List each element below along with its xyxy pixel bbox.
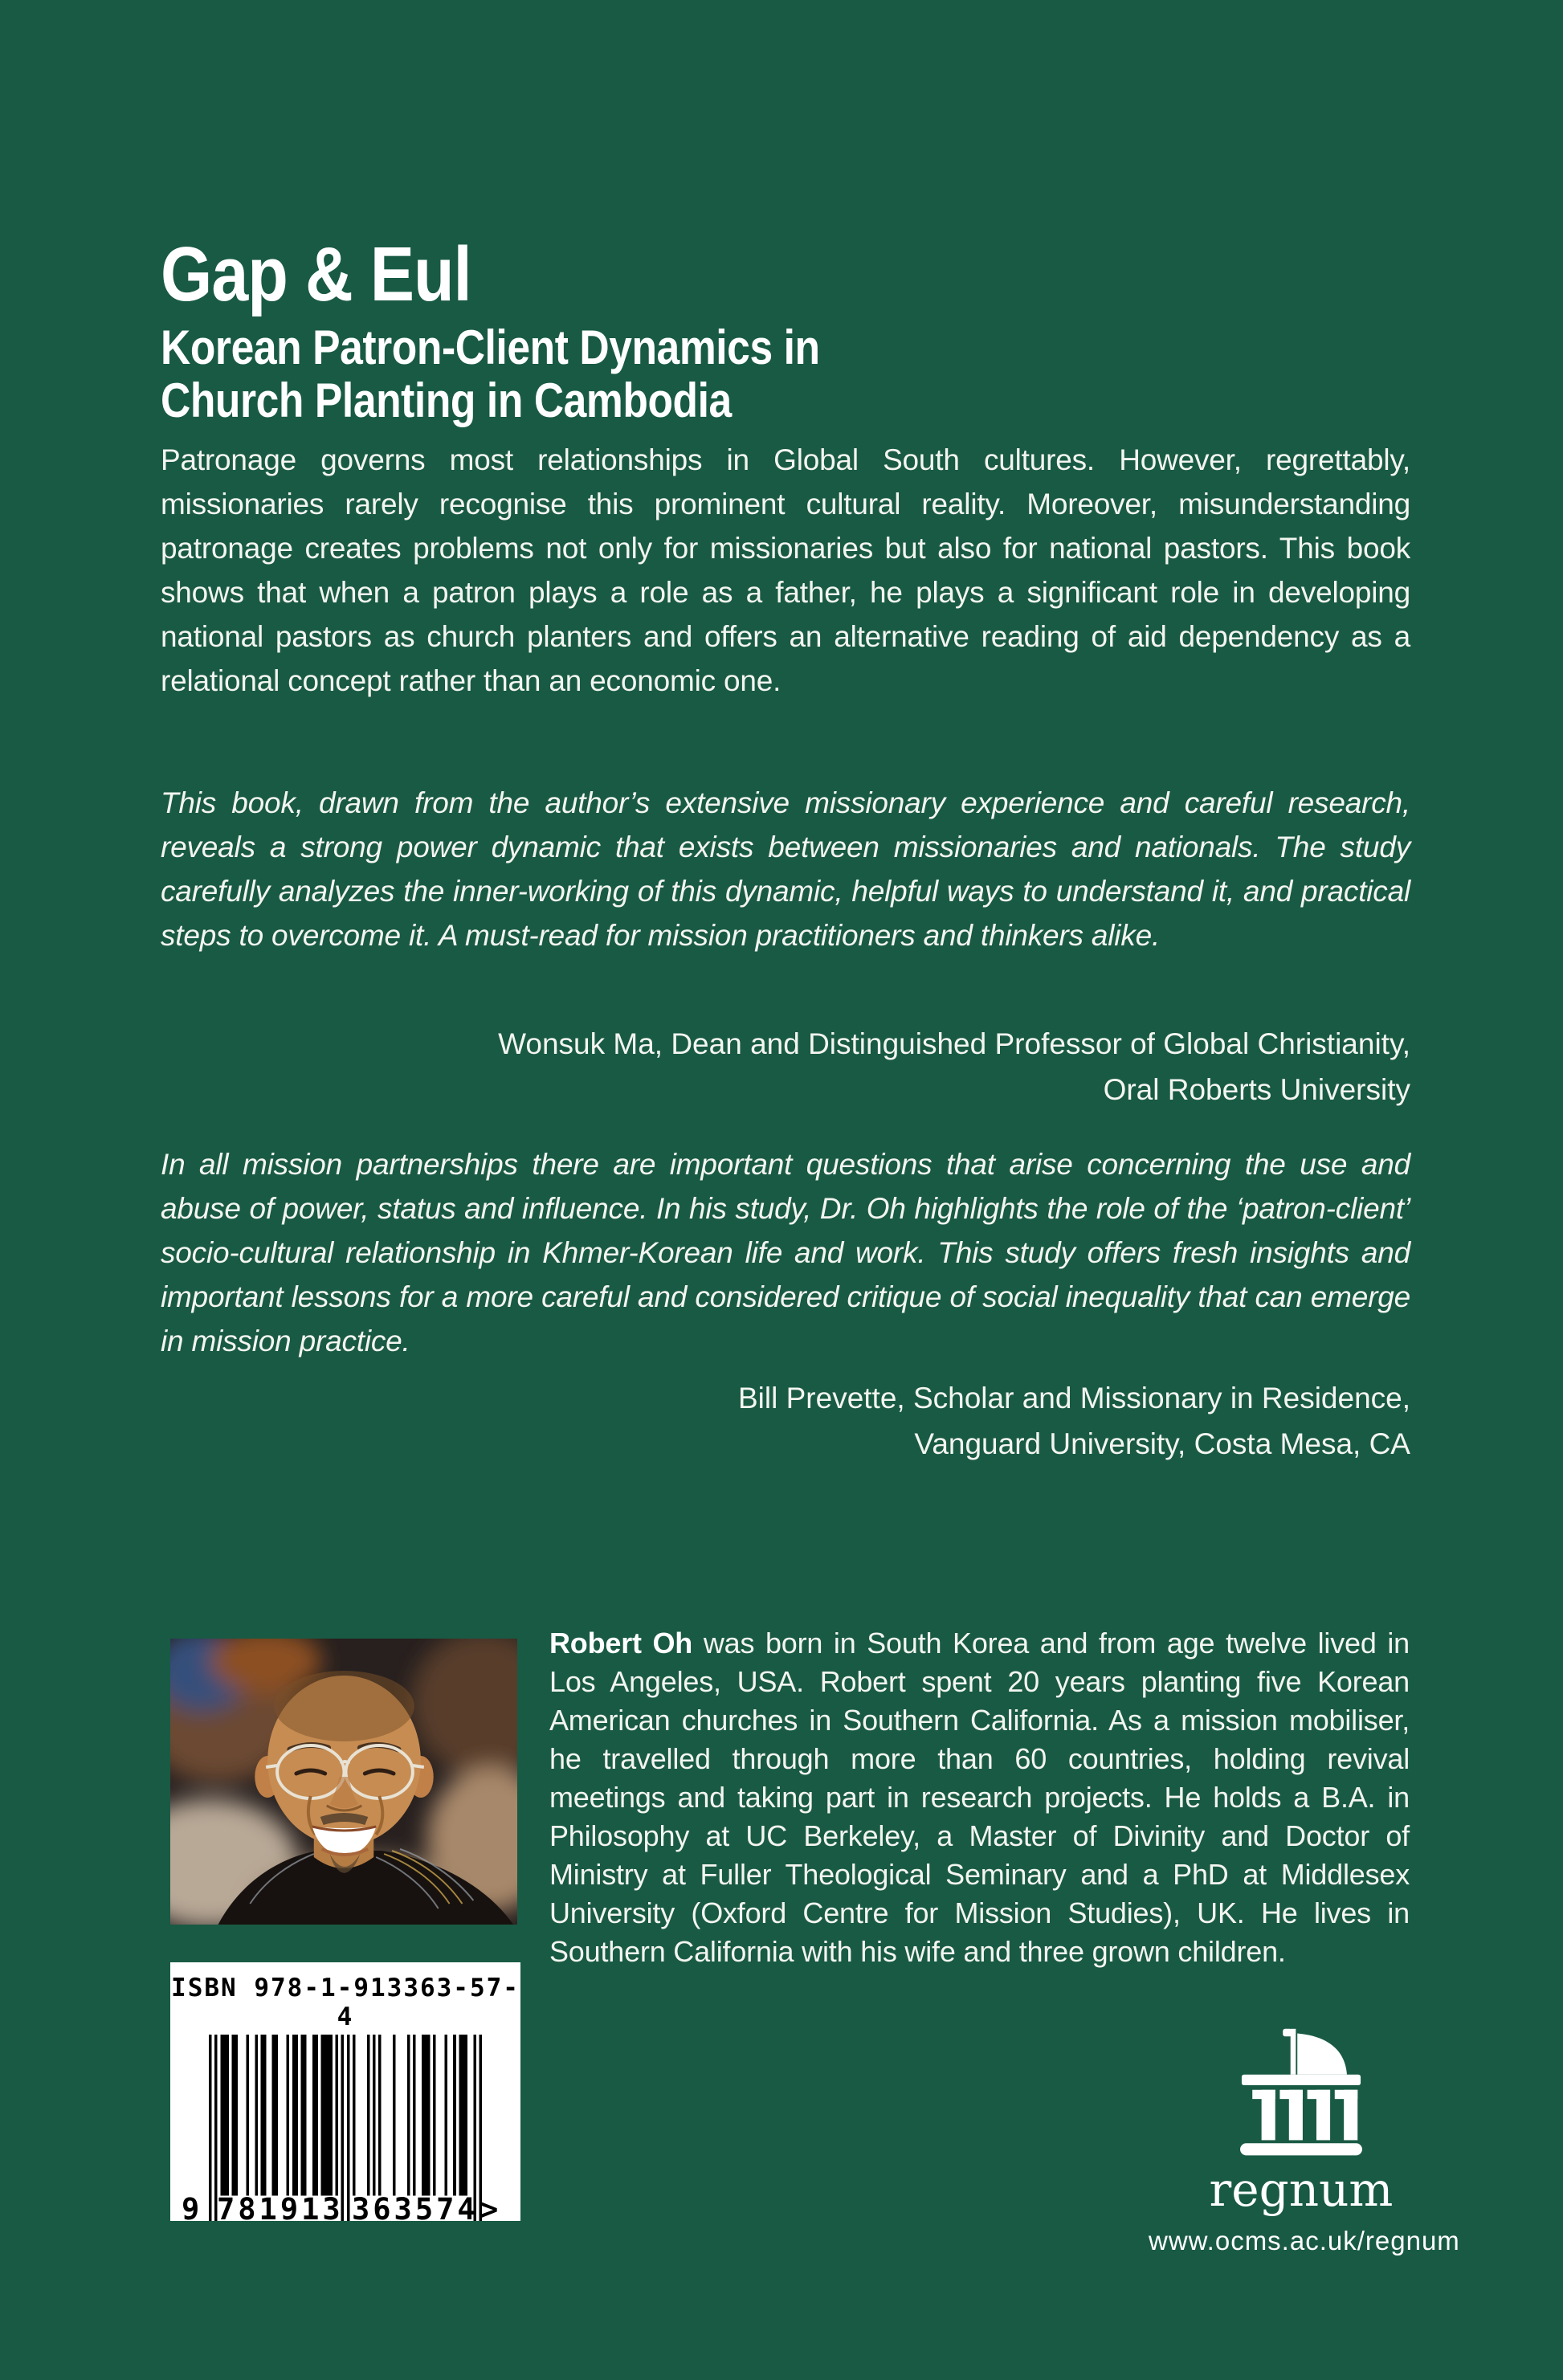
author-name: Robert Oh: [549, 1627, 693, 1659]
regnum-building-icon: [1225, 2026, 1377, 2162]
attribution-line: Bill Prevette, Scholar and Missionary in Residence,: [738, 1382, 1410, 1415]
author-bio: [549, 1624, 1410, 1971]
barcode-digit-group2: 363574: [352, 2192, 479, 2227]
endorsement-quote-2: In all mission partnerships there are important questions that arise concerning the use and abuse of power, status and influence. In his study, Dr. Oh highlights the role of the ‘patron-client’ socio-cultural relationship in Khmer-Korean life and work. This study offers fresh insights and important lessons for a more careful and considered critique of social inequality that can emerge in mission practice.: [161, 1148, 1410, 1357]
barcode-digits: [182, 2192, 499, 2227]
publisher-wordmark: regnum: [1209, 2162, 1394, 2217]
attribution-line: Vanguard University, Costa Mesa, CA: [914, 1427, 1410, 1460]
endorsement-attribution-2: [161, 1375, 1410, 1467]
barcode-digit-group1: 781913: [217, 2192, 344, 2227]
subtitle-line-2: Church Planting in Cambodia: [161, 374, 732, 427]
attribution-line: Wonsuk Ma, Dean and Distinguished Professor of Global Christianity,: [498, 1027, 1410, 1060]
publisher-block: [1149, 2026, 1460, 2256]
title-block: [161, 231, 1404, 427]
barcode-digit-left: 9: [182, 2192, 200, 2227]
book-title: Gap & Eul: [161, 231, 471, 317]
endorsement-quote-1: This book, drawn from the author’s extensive missionary experience and careful research, reveals a strong power dynamic that exists between missionaries and nationals. The study carefully analyzes the inner-working of this dynamic, helpful ways to understand it, and practical steps to overcome it. A must-read for mission practitioners and thinkers alike.: [161, 786, 1410, 952]
barcode-digit-right: >: [480, 2192, 499, 2227]
author-bio-text: was born in South Korea and from age twelve lived in Los Angeles, USA. Robert spent 20 years planting five Korean American churches in Southern California. As a mission mobiliser, he travelled through more than 60 countries, holding revival meetings and taking part in research projects. He holds a B.A. in Philosophy at UC Berkeley, a Master of Divinity and Doctor of Ministry at Fuller Theological Seminary and a PhD at Middlesex University (Oxford Centre for Mission Studies), UK. He lives in Southern California with his wife and three grown children.: [549, 1627, 1410, 1968]
attribution-line: Oral Roberts University: [1103, 1073, 1410, 1106]
book-blurb: Patronage governs most relationships in Global South cultures. However, regrettably, missionaries rarely recognise this prominent cultural reality. Moreover, misunderstanding patronage creates problems not only for missionaries but also for national pastors. This book shows that when a patron plays a role as a father, he plays a significant role in developing national pastors as church planters and offers an alternative reading of aid dependency as a relational concept rather than an economic one.: [161, 443, 1410, 697]
isbn-label: ISBN 978-1-913363-57-4: [171, 1974, 520, 2031]
isbn-box: [170, 1962, 520, 2227]
book-subtitle: [161, 321, 1404, 427]
publisher-website: www.ocms.ac.uk/regnum: [1149, 2226, 1460, 2255]
ean-barcode: [182, 2035, 499, 2227]
endorsement-attribution-1: [161, 1021, 1410, 1112]
subtitle-line-1: Korean Patron-Client Dynamics in: [161, 320, 820, 374]
author-photo: [170, 1639, 517, 1925]
